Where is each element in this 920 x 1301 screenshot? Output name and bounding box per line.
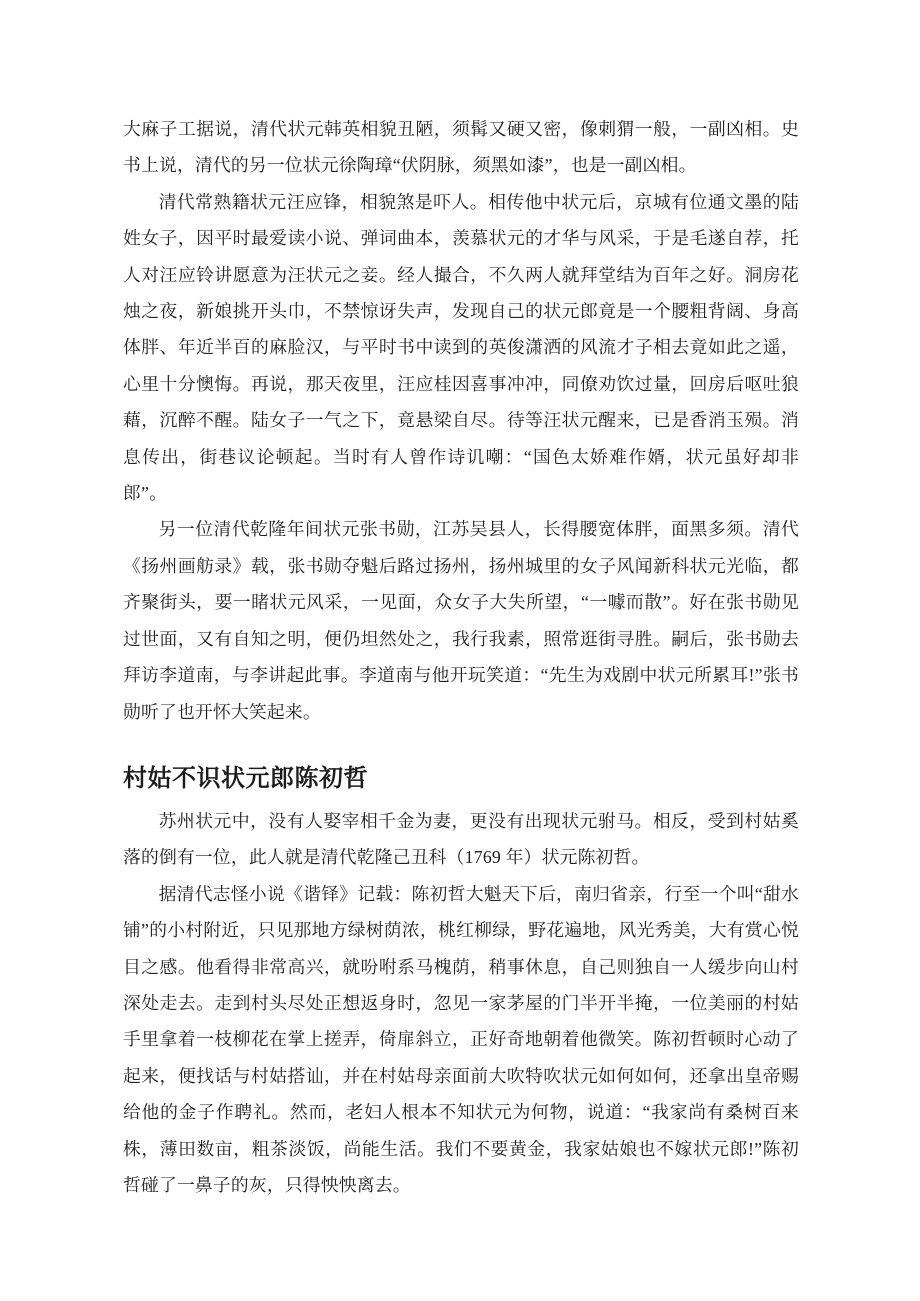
paragraph-hanying-xutaozhang: 大麻子工据说，清代状元韩英相貌丑陋，须髯又硬又密，像刺猬一般，一副凶相。史书上说，清代的另一位状元徐陶璋“伏阴脉，须黑如漆”，也是一副凶相。 (123, 119, 799, 176)
paragraph-chenchuzhe-story: 据清代志怪小说《谐铎》记载：陈初哲大魁天下后，南归省亲，行至一个叫“甜水铺”的小村附近，只见那地方绿树荫浓，桃红柳绿，野花遍地，风光秀美，大有赏心悦目之感。他看得非常高兴，就吩咐系马槐荫，稍事休息，自己则独自一人缓步向山村深处走去。走到村头尽处正想返身时，忽见一家茅屋的门半开半掩，一位美丽的村姑手里拿着一枝柳花在掌上搓弄，倚扉斜立，正好奇地朝着他微笑。陈初哲顿时心动了起来，便找话与村姑搭讪，并在村姑母亲面前大吹特吹状元如何如何，还拿出皇帝赐给他的金子作聘礼。然而，老妇人根本不知状元为何物，说道：“我家尚有桑树百来株，薄田数亩，粗茶淡饭，尚能生活。我们不要黄金，我家姑娘也不嫁状元郎!”陈初哲碰了一鼻子的灰，只得怏怏离去。 (123, 883, 799, 1195)
section-heading-chenchuzhe: 村姑不识状元郎陈初哲 (123, 764, 368, 792)
paragraph-wangyingfeng-story: 清代常熟籍状元汪应锋，相貌煞是吓人。相传他中状元后，京城有位通文墨的陆姓女子，因平时最爱读小说、弹词曲本，羡慕状元的才华与风采，于是毛遂自荐，托人对汪应铃讲愿意为汪状元之妾。经人撮合，不久两人就拜堂结为百年之好。洞房花烛之夜，新娘挑开头巾，不禁惊讶失声，发现自己的状元郎竟是一个腰粗背阔、身高体胖、年近半百的麻脸汉，与平时书中读到的英俊潇洒的风流才子相去竟如此之遥，心里十分懊悔。再说，那天夜里，汪应桂因喜事冲冲，同僚劝饮过量，回房后呕吐狼藉，沉醉不醒。陆女子一气之下，竟悬梁自尽。待等汪状元醒来，已是香消玉殒。消息传出，街巷议论顿起。当时有人曾作诗讥嘲：“国色太娇难作婿，状元虽好却非郎”。 (123, 191, 799, 504)
paragraph-zhangshuxun-story: 另一位清代乾隆年间状元张书勋，江苏吴县人，长得腰宽体胖，面黑多须。清代《扬州画舫录》载，张书勋夺魁后路过扬州，扬州城里的女子风闻新科状元光临，都齐聚街头，要一睹状元风采，一见面，众女子大失所望，“一噱而散”。好在张书勋见过世面，又有自知之明，便仍坦然处之，我行我素，照常逛街寻胜。嗣后，张书勋去拜访李道南，与李讲起此事。李道南与他开玩笑道：“先生为戏剧中状元所累耳!”张书勋听了也开怀大笑起来。 (123, 519, 799, 722)
paragraph-suzhou-zhuangyuan-intro: 苏州状元中，没有人娶宰相千金为妻，更没有出现状元驸马。相反，受到村姑奚落的倒有一位，此人就是清代乾隆己丑科（1769 年）状元陈初哲。 (123, 810, 799, 868)
document-content (123, 111, 799, 1203)
